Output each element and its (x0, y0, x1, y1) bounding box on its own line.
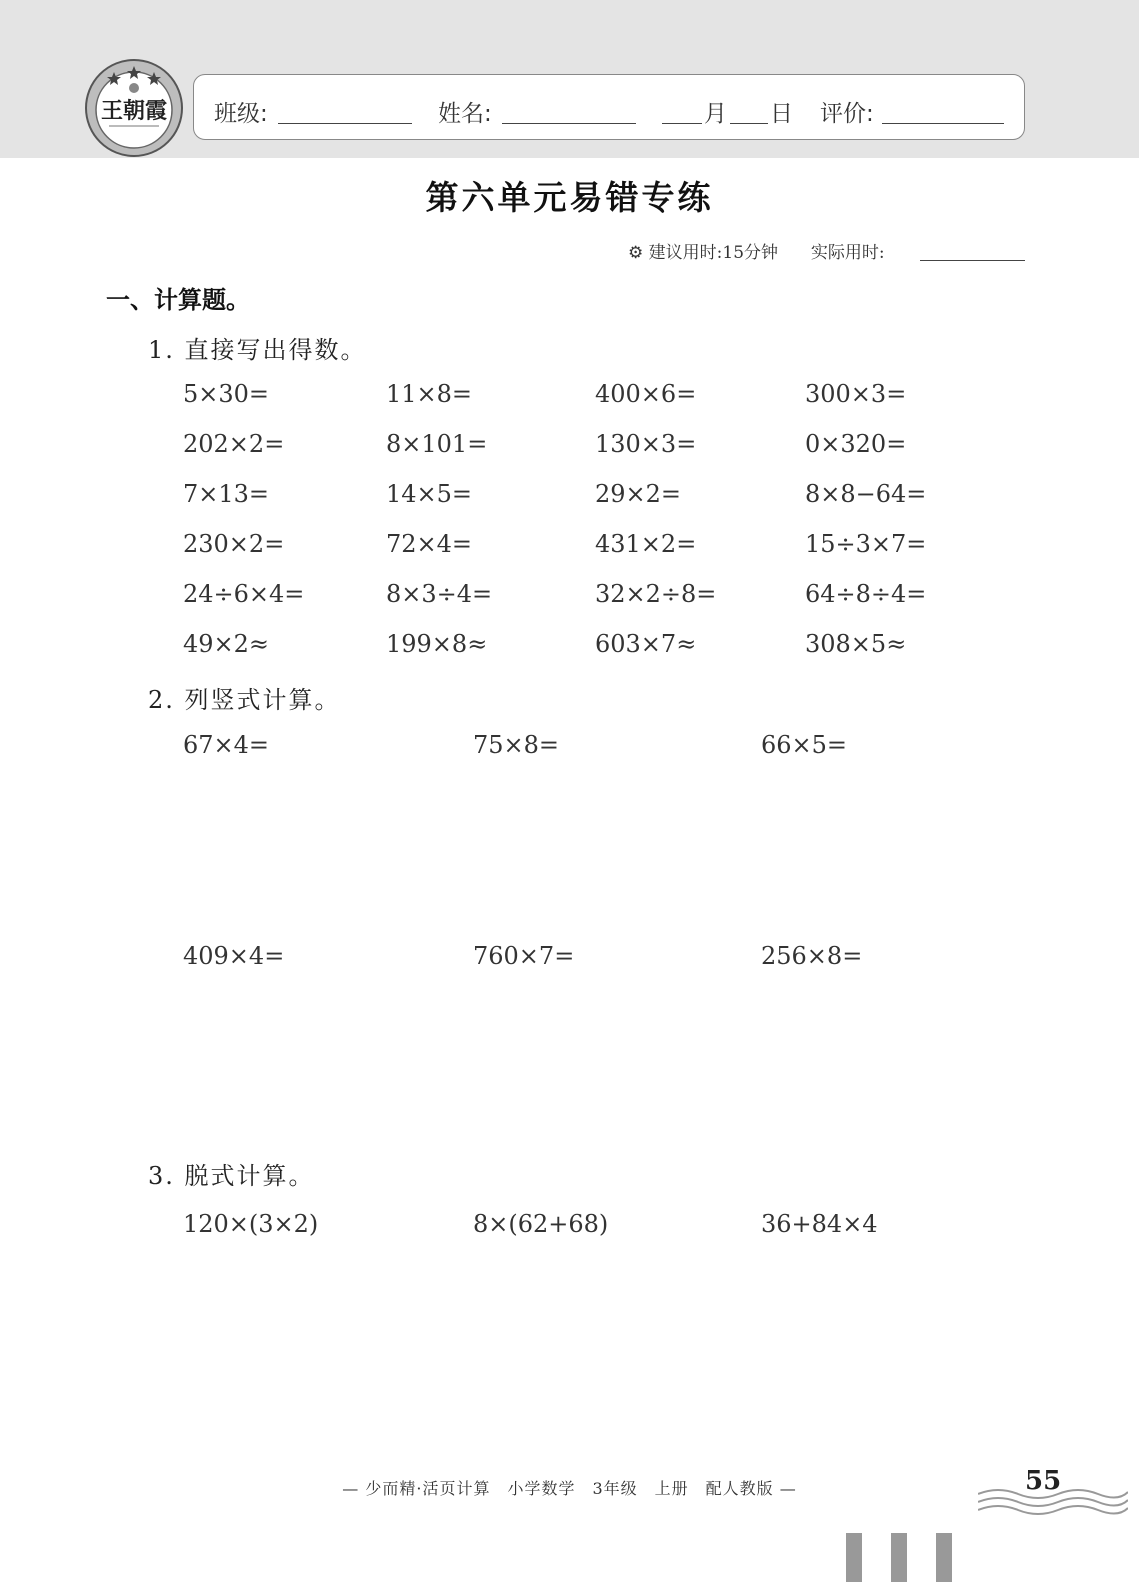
q1-item: 230×2= (183, 530, 285, 558)
eval-label: 评价: (820, 101, 874, 127)
q2-item: 66×5= (761, 731, 848, 759)
q1-item: 49×2≈ (183, 630, 270, 658)
q1-item: 11×8= (386, 380, 473, 408)
q1-item: 603×7≈ (595, 630, 697, 658)
q1-item: 130×3= (595, 430, 697, 458)
name-label: 姓名: (438, 101, 492, 127)
day-field[interactable] (730, 123, 768, 124)
time-row (628, 238, 885, 263)
q1-item: 14×5= (386, 480, 473, 508)
suggested-time: 建议用时:15分钟 (648, 243, 779, 263)
q1-item: 8×3÷4= (386, 580, 493, 608)
q1-item: 7×13= (183, 480, 270, 508)
q1-item: 8×101= (386, 430, 488, 458)
day-label: 日 (770, 101, 793, 127)
q1-item: 0×320= (805, 430, 907, 458)
question-3-label: 3. 脱式计算。 (148, 1162, 315, 1190)
month-field[interactable] (662, 123, 702, 124)
name-field[interactable] (502, 123, 636, 124)
q1-item: 32×2÷8= (595, 580, 717, 608)
student-info-box (193, 74, 1025, 140)
q1-item: 300×3= (805, 380, 907, 408)
q2-item: 409×4= (183, 942, 285, 970)
q2-item: 75×8= (473, 731, 560, 759)
actual-time-field[interactable] (920, 260, 1025, 261)
wave-decoration-icon (978, 1480, 1128, 1520)
q1-item: 72×4= (386, 530, 473, 558)
question-2-label: 2. 列竖式计算。 (148, 686, 341, 714)
q1-item: 29×2= (595, 480, 682, 508)
q2-item: 760×7= (473, 942, 575, 970)
q1-item: 431×2= (595, 530, 697, 558)
q2-item: 67×4= (183, 731, 270, 759)
q1-item: 64÷8÷4= (805, 580, 927, 608)
q2-item: 256×8= (761, 942, 863, 970)
q1-item: 308×5≈ (805, 630, 907, 658)
page-title: 第六单元易错专练 (425, 178, 714, 217)
q3-item: 120×(3×2) (183, 1210, 319, 1238)
actual-time-label: 实际用时: (810, 243, 885, 263)
publisher-logo (84, 58, 184, 158)
footer-text: — 少而精·活页计算 小学数学 3年级 上册 配人教版 — (342, 1479, 797, 1498)
section-heading: 一、计算题。 (106, 286, 250, 314)
q1-item: 15÷3×7= (805, 530, 927, 558)
class-field[interactable] (278, 123, 412, 124)
clock-icon: ⚙ (628, 243, 644, 263)
page-number: 55 (1025, 1466, 1062, 1496)
q1-item: 199×8≈ (386, 630, 488, 658)
q1-item: 24÷6×4= (183, 580, 305, 608)
q1-item: 202×2= (183, 430, 285, 458)
eval-field[interactable] (882, 123, 1004, 124)
svg-text:王朝霞: 王朝霞 (100, 98, 168, 124)
q3-item: 8×(62+68) (473, 1210, 609, 1238)
class-label: 班级: (214, 101, 268, 127)
month-label: 月 (704, 101, 727, 127)
q3-item: 36+84×4 (761, 1210, 878, 1238)
question-1-label: 1. 直接写出得数。 (148, 336, 367, 364)
q1-item: 5×30= (183, 380, 270, 408)
q1-item: 400×6= (595, 380, 697, 408)
page-edge-bars-icon (846, 1533, 956, 1582)
q1-item: 8×8−64= (805, 480, 927, 508)
